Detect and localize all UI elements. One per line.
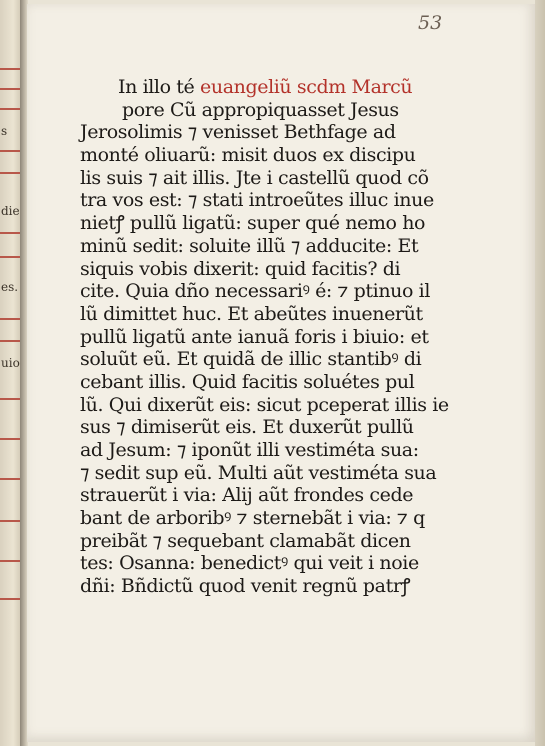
red-rule bbox=[0, 340, 20, 342]
red-rule bbox=[0, 438, 20, 440]
facing-page-fragment: s bbox=[1, 124, 8, 138]
text-line: tes: Osanna: benedictꝰ qui veit i noie bbox=[80, 552, 419, 575]
text-line: lũ. Qui dixerũt eis: sicut pceperat illis ie bbox=[80, 393, 449, 416]
rubric-heading: euangeliũ scdm Marcũ bbox=[200, 76, 413, 98]
text-line: dñi: Bñdictũ quod venit regnũ patrꝭ bbox=[80, 575, 411, 598]
text-line: cebant illis. Quid facitis soluétes pul bbox=[80, 370, 415, 393]
text-line: lis suis ⁊ ait illis. Jte i castellũ quod cõ bbox=[80, 166, 429, 189]
text-line: siquis vobis dixerit: quid facitis? di bbox=[80, 257, 401, 280]
red-rule bbox=[0, 150, 20, 152]
text-line: bant de arboribꝰ ⁊ sternebãt i via: ⁊ q bbox=[80, 507, 425, 530]
red-rule bbox=[0, 318, 20, 320]
gospel-text bbox=[80, 76, 449, 598]
text-line: nietꝭ pullũ ligatũ: super qué nemo ho bbox=[80, 212, 426, 235]
red-rule bbox=[0, 256, 20, 258]
red-rule bbox=[0, 560, 20, 562]
red-rule bbox=[0, 598, 20, 600]
text-line: ad Jesum: ⁊ iponũt illi vestiméta sua: bbox=[80, 439, 419, 461]
folio-number: 53 bbox=[418, 12, 443, 34]
facing-page-fragment: uio bbox=[1, 356, 20, 370]
red-rule bbox=[0, 88, 20, 90]
page-edge bbox=[535, 0, 545, 746]
text-line: tra vos est: ⁊ stati introeũtes illuc inue bbox=[80, 189, 434, 212]
red-rule bbox=[0, 232, 20, 234]
red-rule bbox=[0, 68, 20, 70]
text-line: minũ sedit: soluite illũ ⁊ adducite: Et bbox=[80, 234, 419, 257]
text-line: soluũt eũ. Et quidã de illic stantibꝰ di bbox=[80, 348, 422, 371]
text-line: pore Cũ appropiquasset Jesus bbox=[122, 98, 399, 121]
text-line: Jerosolimis ⁊ venisset Bethfage ad bbox=[80, 121, 396, 144]
incipit: In illo té bbox=[118, 76, 195, 98]
red-rule bbox=[0, 398, 20, 400]
text-line: lũ dimittet huc. Et abeũtes inuenerũt bbox=[80, 302, 423, 325]
red-rule bbox=[0, 108, 20, 110]
red-rule bbox=[0, 172, 20, 174]
heading-line bbox=[80, 76, 440, 99]
red-rule bbox=[0, 520, 20, 522]
text-line: cite. Quia dño necessariꝰ é: ⁊ ptinuo il bbox=[80, 280, 431, 303]
text-line: monté oliuarũ: misit duos ex discipu bbox=[80, 144, 416, 167]
text-line: sus ⁊ dimiserũt eis. Et duxerũt pullũ bbox=[80, 416, 414, 439]
text-line: preibãt ⁊ sequebant clamabãt dicen bbox=[80, 529, 411, 552]
text-line: strauerũt i via: Alij aũt frondes cede bbox=[80, 484, 414, 507]
text-line: pullũ ligatũ ante ianuã foris i biuio: et bbox=[80, 325, 429, 348]
facing-page-fragment: die bbox=[1, 204, 20, 218]
facing-page-fragment: es. bbox=[1, 280, 19, 294]
facing-page-edge bbox=[0, 0, 22, 746]
red-rule bbox=[0, 478, 20, 480]
text-line: ⁊ sedit sup eũ. Multi aũt vestiméta sua bbox=[80, 461, 437, 484]
